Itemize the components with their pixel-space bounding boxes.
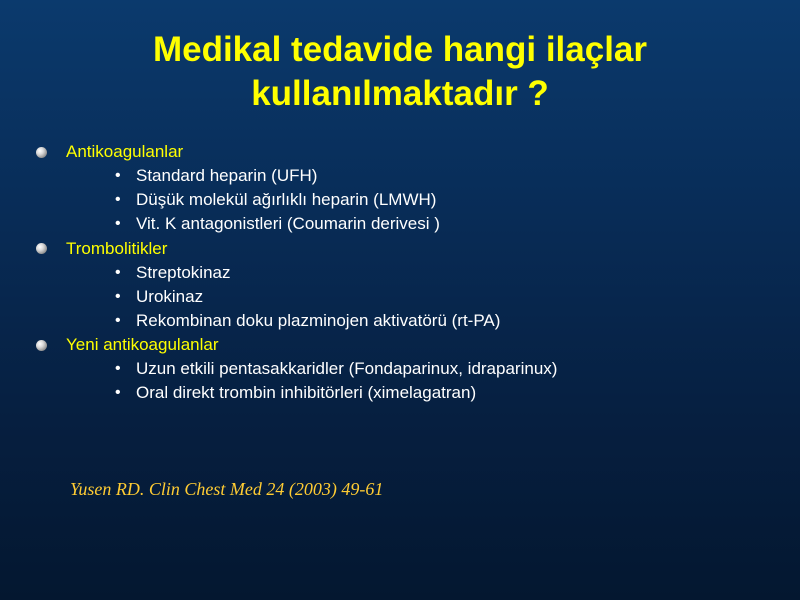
reference-citation [66,477,383,501]
section-header [36,333,776,357]
title-line-2: kullanılmaktadır ? [251,74,549,113]
list-item-text: Vit. K antagonistleri (Coumarin derivesi ) [136,214,440,234]
section-yeni-antikoagulanlar [36,333,776,405]
dot-bullet-icon: • [115,167,121,185]
section-antikoagulanlar [36,140,776,237]
section-header [36,237,776,261]
dot-bullet-icon: • [115,263,121,281]
section-trombolitikler [36,237,776,334]
list-item [36,285,776,309]
list-item [36,309,776,333]
list-item-text: Standard heparin (UFH) [136,166,318,186]
sphere-bullet-icon [36,340,47,351]
reference-text: Yusen RD. Clin Chest Med 24 (2003) 49-61 [70,479,384,499]
list-item-text: Urokinaz [136,286,204,306]
list-item [36,164,776,188]
dot-bullet-icon: • [115,360,121,378]
title-line-1: Medikal tedavide hangi ilaçlar [152,30,648,69]
list-item [36,188,776,212]
section-label: Yeni antikoagulanlar [66,335,219,355]
sphere-bullet-icon [36,243,47,254]
list-item-text: Oral direkt trombin inhibitörleri (ximelagatran) [136,383,477,403]
list-item [36,381,776,405]
list-item-text: Rekombinan doku plazminojen aktivatörü (rt-PA) [136,311,501,331]
list-item-text: Düşük molekül ağırlıklı heparin (LMWH) [136,190,437,210]
bullet-list [36,140,776,406]
dot-bullet-icon: • [115,287,121,305]
slide-title [40,28,760,116]
section-header [36,140,776,164]
list-item-text: Streptokinaz [136,262,231,282]
list-item [36,261,776,285]
dot-bullet-icon: • [115,312,121,330]
dot-bullet-icon: • [115,215,121,233]
sphere-bullet-icon [36,147,47,158]
list-item-text: Uzun etkili pentasakkaridler (Fondaparinux, idraparinux) [136,359,558,379]
list-item [36,212,776,236]
section-label: Antikoagulanlar [66,142,184,161]
dot-bullet-icon: • [115,191,121,209]
section-label: Trombolitikler [66,238,168,258]
dot-bullet-icon: • [115,384,121,402]
list-item [36,357,776,381]
